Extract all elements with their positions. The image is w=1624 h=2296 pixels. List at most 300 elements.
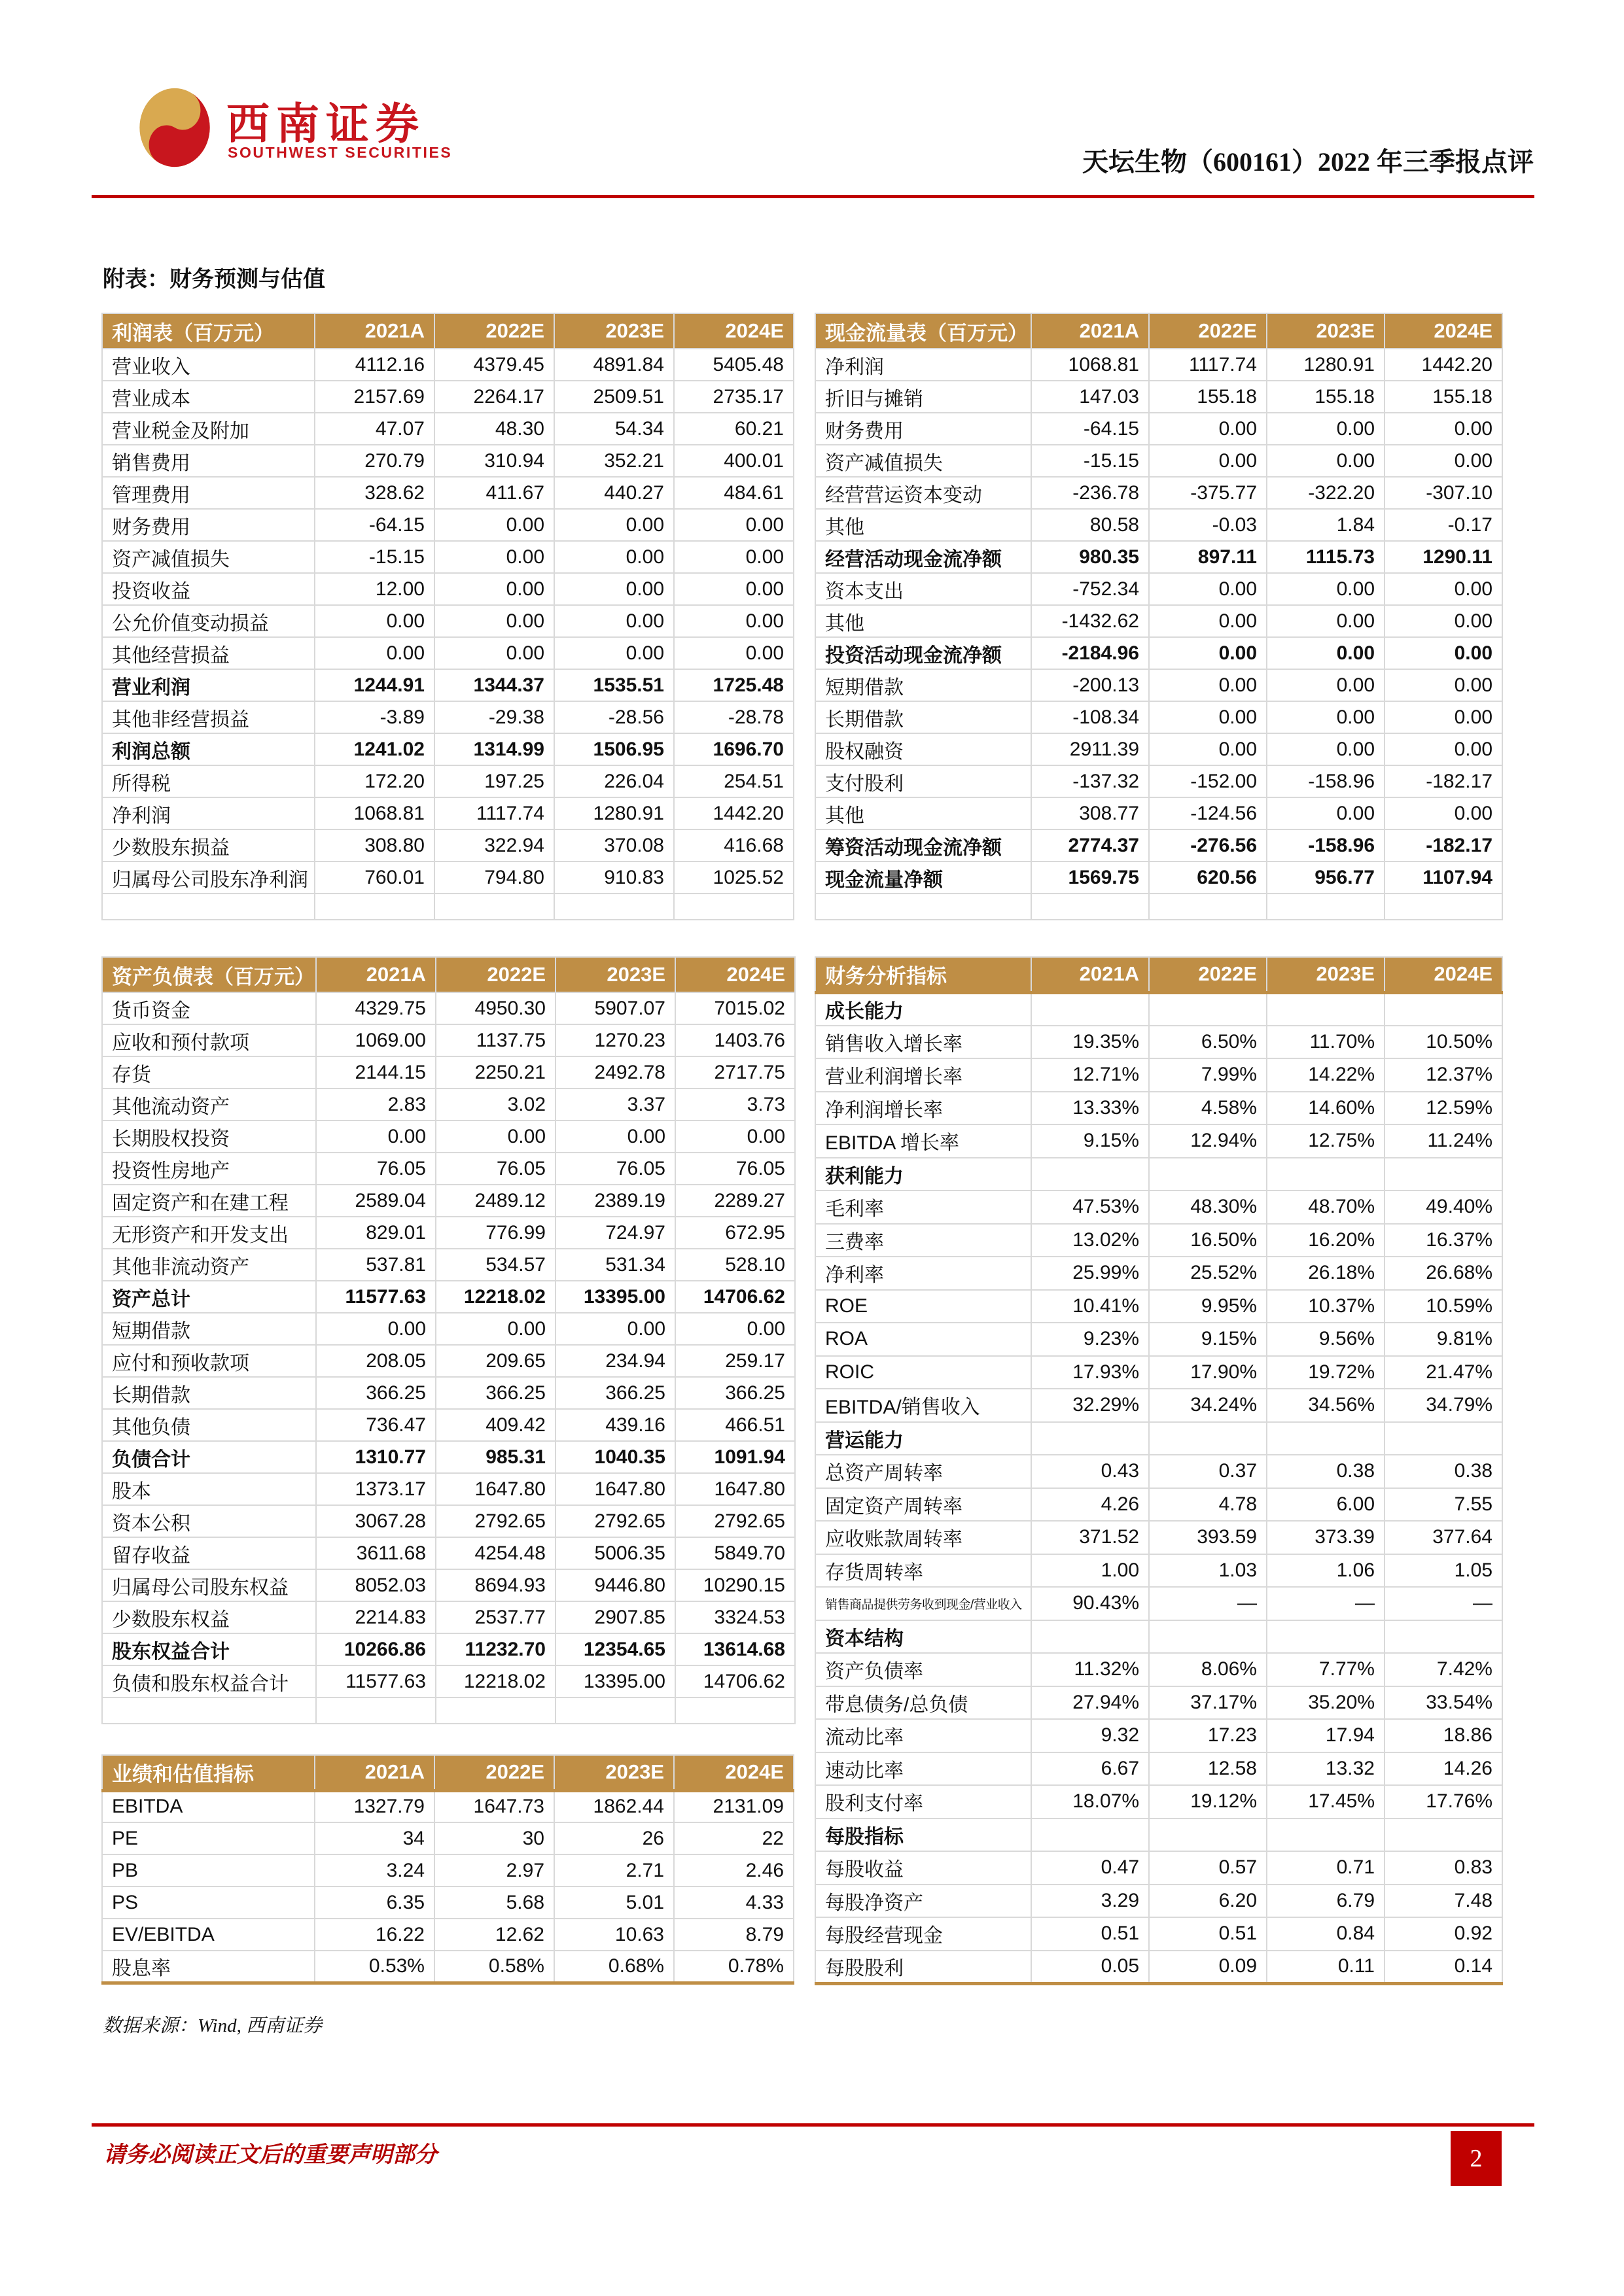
cell-value: -3.89 <box>315 701 434 733</box>
cell-value: 34.79% <box>1385 1389 1502 1422</box>
cell-value: 10.50% <box>1385 1026 1502 1059</box>
cell-value <box>1385 1620 1502 1654</box>
cell-value: 17.23 <box>1149 1719 1267 1752</box>
cell-value: -158.96 <box>1267 829 1385 861</box>
cell-value: 12218.02 <box>436 1281 556 1313</box>
table-row <box>815 509 1502 541</box>
cell-value: 9.81% <box>1385 1323 1502 1356</box>
cell-value <box>1267 894 1385 920</box>
cell-value <box>554 894 674 920</box>
cell-value: 17.90% <box>1149 1356 1267 1389</box>
cell-value: 17.76% <box>1385 1785 1502 1818</box>
table-row <box>815 573 1502 605</box>
row-label: 其他 <box>815 605 1031 637</box>
cell-value: 76.05 <box>556 1153 675 1185</box>
cell-value: 7.42% <box>1385 1653 1502 1686</box>
cell-value: 0.00 <box>1385 669 1502 701</box>
cell-value: 12.75% <box>1267 1124 1385 1158</box>
cell-value <box>1267 1818 1385 1852</box>
cell-value <box>1149 1818 1267 1852</box>
row-label: ROE <box>815 1290 1031 1323</box>
row-label: 其他 <box>815 509 1031 541</box>
row-label: 每股经营现金 <box>815 1917 1031 1951</box>
year-column-header: 2021A <box>315 313 434 349</box>
table-row <box>815 1290 1502 1323</box>
cell-value: 0.00 <box>554 509 674 541</box>
row-label: PS <box>102 1887 315 1919</box>
cell-value: 0.68% <box>554 1951 674 1983</box>
cell-value: 1.03 <box>1149 1554 1267 1588</box>
table-row <box>102 1790 794 1822</box>
cell-value: 8.79 <box>674 1919 794 1951</box>
row-label: 营业成本 <box>102 381 315 413</box>
table-row <box>815 1026 1502 1059</box>
cell-value: 9.95% <box>1149 1290 1267 1323</box>
cell-value: 0.00 <box>1267 413 1385 445</box>
row-label: 销售商品提供劳务收到现金/营业收入 <box>815 1587 1031 1620</box>
row-label: 净利润增长率 <box>815 1092 1031 1125</box>
footer-divider <box>92 2123 1534 2127</box>
cell-value <box>315 894 434 920</box>
cell-value: 172.20 <box>315 765 434 797</box>
row-label: 留存收益 <box>102 1537 316 1569</box>
row-label: 净利润 <box>815 349 1031 381</box>
row-label: 负债合计 <box>102 1441 316 1473</box>
cell-value: 35.20% <box>1267 1686 1385 1720</box>
row-label: 营业利润增长率 <box>815 1058 1031 1092</box>
row-label: 其他非经营损益 <box>102 701 315 733</box>
row-label: 净利率 <box>815 1257 1031 1290</box>
row-label: 长期借款 <box>102 1377 316 1409</box>
cell-value <box>434 894 554 920</box>
cell-value: 9.32 <box>1031 1719 1149 1752</box>
cell-value: 6.00 <box>1267 1488 1385 1522</box>
table-row <box>102 1185 795 1217</box>
table-title: 利润表（百万元） <box>102 313 315 349</box>
row-label: 归属母公司股东权益 <box>102 1569 316 1601</box>
table-row <box>102 637 794 669</box>
cell-value: 2.83 <box>316 1088 436 1121</box>
cell-value: 5.68 <box>434 1887 554 1919</box>
row-label: 固定资产周转率 <box>815 1488 1031 1522</box>
cell-value: 2792.65 <box>675 1505 795 1537</box>
cell-value: 11.32% <box>1031 1653 1149 1686</box>
table-row <box>815 1124 1502 1158</box>
cell-value: 0.09 <box>1149 1951 1267 1984</box>
section-title: 附表：财务预测与估值 <box>103 268 325 292</box>
cell-value: 0.00 <box>1385 797 1502 829</box>
cell-value: — <box>1149 1587 1267 1620</box>
cell-value: 2264.17 <box>434 381 554 413</box>
cell-value: 3.37 <box>556 1088 675 1121</box>
table-row <box>815 797 1502 829</box>
cell-value: 0.00 <box>1267 637 1385 669</box>
cell-value: -182.17 <box>1385 765 1502 797</box>
cell-value <box>1267 1422 1385 1455</box>
section-row <box>815 1620 1502 1654</box>
cell-value: -64.15 <box>1031 413 1149 445</box>
cell-value: 4379.45 <box>434 349 554 381</box>
table-row <box>102 1854 794 1887</box>
cell-value: 13395.00 <box>556 1281 675 1313</box>
year-column-header: 2024E <box>674 313 794 349</box>
year-column-header: 2023E <box>1267 313 1385 349</box>
cell-value: 1068.81 <box>1031 349 1149 381</box>
row-label: 长期股权投资 <box>102 1121 316 1153</box>
cell-value: 7.99% <box>1149 1058 1267 1092</box>
cell-value: 0.00 <box>434 573 554 605</box>
cell-value: 0.51 <box>1149 1917 1267 1951</box>
data-source-note: 数据来源：Wind, 西南证券 <box>103 2015 323 2036</box>
table-row <box>102 541 794 573</box>
row-label: 净利润 <box>102 797 315 829</box>
cell-value: 0.00 <box>1267 605 1385 637</box>
year-column-header: 2022E <box>436 957 556 992</box>
row-label: 其他流动资产 <box>102 1088 316 1121</box>
cell-value: 16.22 <box>315 1919 434 1951</box>
table-row <box>102 1919 794 1951</box>
cell-value: 352.21 <box>554 445 674 477</box>
cell-value: 8.06% <box>1149 1653 1267 1686</box>
cell-value <box>1385 1422 1502 1455</box>
section-row <box>815 1818 1502 1852</box>
cell-value: 234.94 <box>556 1345 675 1377</box>
table-row <box>815 733 1502 765</box>
row-label: 销售费用 <box>102 445 315 477</box>
cell-value: 0.11 <box>1267 1951 1385 1984</box>
cell-value: — <box>1267 1587 1385 1620</box>
row-label: 折旧与摊销 <box>815 381 1031 413</box>
table-row <box>102 1822 794 1854</box>
cell-value <box>1267 1620 1385 1654</box>
report-title: 天坛生物（600161）2022 年三季报点评 <box>1082 147 1534 177</box>
cell-value: 0.53% <box>315 1951 434 1983</box>
cell-value: 8694.93 <box>436 1569 556 1601</box>
cell-value: 34 <box>315 1822 434 1854</box>
cell-value: 0.00 <box>1385 733 1502 765</box>
row-label: 营业利润 <box>102 669 315 701</box>
row-label: 带息债务/总负债 <box>815 1686 1031 1720</box>
cell-value: 0.00 <box>1385 445 1502 477</box>
cell-value: 10.37% <box>1267 1290 1385 1323</box>
year-column-header: 2021A <box>1031 313 1149 349</box>
cell-value: 11.24% <box>1385 1124 1502 1158</box>
page-number-badge: 2 <box>1451 2131 1502 2186</box>
cell-value: 2289.27 <box>675 1185 795 1217</box>
cell-value <box>1149 1158 1267 1191</box>
cell-value: 980.35 <box>1031 541 1149 573</box>
table-row <box>102 1088 795 1121</box>
cell-value: -15.15 <box>1031 445 1149 477</box>
cell-value <box>1385 894 1502 920</box>
cell-value: 0.00 <box>1385 637 1502 669</box>
cell-value: -0.03 <box>1149 509 1267 541</box>
cell-value: 4950.30 <box>436 992 556 1024</box>
table-header-row <box>815 957 1502 992</box>
cell-value: 0.00 <box>1267 797 1385 829</box>
cell-value: 310.94 <box>434 445 554 477</box>
cell-value: 10.63 <box>554 1919 674 1951</box>
cell-value: 10.59% <box>1385 1290 1502 1323</box>
cell-value: -752.34 <box>1031 573 1149 605</box>
section-row <box>815 1158 1502 1191</box>
cell-value: — <box>1385 1587 1502 1620</box>
cell-value: 10290.15 <box>675 1569 795 1601</box>
table-row <box>815 1191 1502 1224</box>
cell-value: 197.25 <box>434 765 554 797</box>
cell-value: 32.29% <box>1031 1389 1149 1422</box>
cell-value: 1025.52 <box>674 861 794 894</box>
table-row <box>815 1752 1502 1786</box>
cell-value: 0.00 <box>434 541 554 573</box>
cell-value: 0.00 <box>1149 733 1267 765</box>
row-label: 经营营运资本变动 <box>815 477 1031 509</box>
cell-value: 829.01 <box>316 1217 436 1249</box>
cell-value: 393.59 <box>1149 1521 1267 1554</box>
cell-value: 48.70% <box>1267 1191 1385 1224</box>
cell-value: 1280.91 <box>554 797 674 829</box>
cell-value: 0.00 <box>556 1313 675 1345</box>
financial-indicators-table <box>815 956 1503 1985</box>
cell-value: 209.65 <box>436 1345 556 1377</box>
table-row <box>102 1473 795 1505</box>
cell-value: 1647.80 <box>556 1473 675 1505</box>
cell-value <box>1267 992 1385 1026</box>
cell-value: 0.00 <box>1267 573 1385 605</box>
cell-value: 537.81 <box>316 1249 436 1281</box>
table-row <box>815 701 1502 733</box>
cell-value: 1.06 <box>1267 1554 1385 1588</box>
cell-value: -182.17 <box>1385 829 1502 861</box>
table-title: 资产负债表（百万元） <box>102 957 316 992</box>
table-row <box>815 1587 1502 1620</box>
row-label: 财务费用 <box>102 509 315 541</box>
cell-value: 0.14 <box>1385 1951 1502 1984</box>
cell-value: 0.00 <box>434 509 554 541</box>
cell-value: 6.35 <box>315 1887 434 1919</box>
table-row <box>815 1323 1502 1356</box>
row-label: 资产减值损失 <box>815 445 1031 477</box>
row-label: 负债和股东权益合计 <box>102 1665 316 1697</box>
cell-value: 0.00 <box>1267 701 1385 733</box>
row-label: 营运能力 <box>815 1422 1031 1455</box>
cell-value: -200.13 <box>1031 669 1149 701</box>
cell-value: 0.37 <box>1149 1455 1267 1488</box>
cell-value: 1117.74 <box>434 797 554 829</box>
row-label: 存货 <box>102 1056 316 1088</box>
brand-name-en: SOUTHWEST SECURITIES <box>228 144 453 161</box>
valuation-metrics-table <box>101 1754 794 1985</box>
row-label: 销售收入增长率 <box>815 1026 1031 1059</box>
cell-value: 4254.48 <box>436 1537 556 1569</box>
table-row <box>102 381 794 413</box>
cell-value: 3067.28 <box>316 1505 436 1537</box>
row-label: 少数股东权益 <box>102 1601 316 1633</box>
table-row <box>102 733 794 765</box>
cell-value: 254.51 <box>674 765 794 797</box>
cell-value: 1241.02 <box>315 733 434 765</box>
cell-value: 47.53% <box>1031 1191 1149 1224</box>
table-row <box>815 1785 1502 1818</box>
row-label: 利润总额 <box>102 733 315 765</box>
cell-value: 1569.75 <box>1031 861 1149 894</box>
cell-value: 0.00 <box>674 509 794 541</box>
cell-value: 0.83 <box>1385 1851 1502 1885</box>
table-row <box>102 1313 795 1345</box>
cell-value: 1647.80 <box>436 1473 556 1505</box>
row-label: 营业收入 <box>102 349 315 381</box>
cell-value: 19.72% <box>1267 1356 1385 1389</box>
cell-value <box>1149 992 1267 1026</box>
cell-value: 2.46 <box>674 1854 794 1887</box>
cell-value: 14706.62 <box>675 1665 795 1697</box>
cell-value: 1.84 <box>1267 509 1385 541</box>
cell-value: 2735.17 <box>674 381 794 413</box>
cell-value: 27.94% <box>1031 1686 1149 1720</box>
row-label: 其他非流动资产 <box>102 1249 316 1281</box>
cell-value: 9.15% <box>1031 1124 1149 1158</box>
cell-value: 1403.76 <box>675 1024 795 1056</box>
cell-value: 1040.35 <box>556 1441 675 1473</box>
cell-value: 12.71% <box>1031 1058 1149 1092</box>
row-label: EV/EBITDA <box>102 1919 315 1951</box>
table-row <box>815 1257 1502 1290</box>
cell-value: 910.83 <box>554 861 674 894</box>
table-row <box>102 477 794 509</box>
table-row <box>102 349 794 381</box>
cell-value: 2589.04 <box>316 1185 436 1217</box>
row-label: 三费率 <box>815 1224 1031 1257</box>
cell-value: 33.54% <box>1385 1686 1502 1720</box>
cell-value: 12.37% <box>1385 1058 1502 1092</box>
cell-value: 270.79 <box>315 445 434 477</box>
cell-value: 1725.48 <box>674 669 794 701</box>
cell-value: 0.05 <box>1031 1951 1149 1984</box>
cell-value: 760.01 <box>315 861 434 894</box>
cell-value <box>1149 1620 1267 1654</box>
cell-value: 366.25 <box>556 1377 675 1409</box>
cell-value: 1696.70 <box>674 733 794 765</box>
spacer-row <box>815 894 1502 920</box>
cell-value: 0.00 <box>315 637 434 669</box>
cell-value: 377.64 <box>1385 1521 1502 1554</box>
table-row <box>815 765 1502 797</box>
cell-value: 208.05 <box>316 1345 436 1377</box>
row-label: 筹资活动现金流净额 <box>815 829 1031 861</box>
cell-value: 14706.62 <box>675 1281 795 1313</box>
cell-value: 1270.23 <box>556 1024 675 1056</box>
row-label: 其他经营损益 <box>102 637 315 669</box>
cell-value: 60.21 <box>674 413 794 445</box>
cell-value: 0.00 <box>1267 445 1385 477</box>
cell-value: 2774.37 <box>1031 829 1149 861</box>
cell-value: -307.10 <box>1385 477 1502 509</box>
cell-value: 21.47% <box>1385 1356 1502 1389</box>
cell-value: 19.35% <box>1031 1026 1149 1059</box>
cell-value <box>1385 1818 1502 1852</box>
cell-value <box>1149 894 1267 920</box>
cell-value: 9.15% <box>1149 1323 1267 1356</box>
row-label: 无形资产和开发支出 <box>102 1217 316 1249</box>
cell-value: 12.58 <box>1149 1752 1267 1786</box>
table-row <box>102 1601 795 1633</box>
row-label: 应付和预收款项 <box>102 1345 316 1377</box>
table-row <box>815 413 1502 445</box>
cell-value: 11577.63 <box>316 1665 436 1697</box>
cell-value: 1862.44 <box>554 1790 674 1822</box>
cell-value: 26.68% <box>1385 1257 1502 1290</box>
table-row <box>815 637 1502 669</box>
row-label: ROA <box>815 1323 1031 1356</box>
cell-value: 2492.78 <box>556 1056 675 1088</box>
table-header-row <box>102 957 795 992</box>
table-row <box>815 1851 1502 1885</box>
cell-value: 7.48 <box>1385 1885 1502 1918</box>
cell-value: 259.17 <box>675 1345 795 1377</box>
row-label: 流动比率 <box>815 1719 1031 1752</box>
cell-value: 0.00 <box>1385 701 1502 733</box>
cell-value: 18.86 <box>1385 1719 1502 1752</box>
table-row <box>815 1917 1502 1951</box>
cell-value: 13.33% <box>1031 1092 1149 1125</box>
cell-value: 897.11 <box>1149 541 1267 573</box>
cell-value: 0.58% <box>434 1951 554 1983</box>
cell-value: 0.00 <box>316 1121 436 1153</box>
cash-flow-table <box>815 313 1503 920</box>
cell-value: 2911.39 <box>1031 733 1149 765</box>
cell-value: 1327.79 <box>315 1790 434 1822</box>
row-label: 短期借款 <box>815 669 1031 701</box>
cell-value: 1117.74 <box>1149 349 1267 381</box>
cell-value: 0.00 <box>1149 413 1267 445</box>
cell-value <box>556 1697 675 1724</box>
row-label: 股利支付率 <box>815 1785 1031 1818</box>
table-row <box>815 1488 1502 1522</box>
spacer-row <box>102 894 794 920</box>
table-row <box>815 1455 1502 1488</box>
cell-value: 2537.77 <box>436 1601 556 1633</box>
year-column-header: 2021A <box>316 957 436 992</box>
row-label: 固定资产和在建工程 <box>102 1185 316 1217</box>
table-row <box>815 861 1502 894</box>
cell-value: 466.51 <box>675 1409 795 1441</box>
row-label <box>102 1697 316 1724</box>
cell-value: 10266.86 <box>316 1633 436 1665</box>
row-label: 投资收益 <box>102 573 315 605</box>
cell-value: 12.00 <box>315 573 434 605</box>
cell-value: 26.18% <box>1267 1257 1385 1290</box>
cell-value: 0.38 <box>1385 1455 1502 1488</box>
cell-value: 76.05 <box>675 1153 795 1185</box>
table-row <box>102 701 794 733</box>
cell-value: 2792.65 <box>556 1505 675 1537</box>
cell-value: 0.00 <box>434 637 554 669</box>
cell-value: 6.20 <box>1149 1885 1267 1918</box>
cell-value: 4112.16 <box>315 349 434 381</box>
cell-value: 0.71 <box>1267 1851 1385 1885</box>
cell-value: 12218.02 <box>436 1665 556 1697</box>
table-row <box>102 1153 795 1185</box>
cell-value: 7.55 <box>1385 1488 1502 1522</box>
table-row <box>815 445 1502 477</box>
table-row <box>815 1951 1502 1984</box>
table-row <box>815 1554 1502 1588</box>
cell-value: 2389.19 <box>556 1185 675 1217</box>
cell-value: 9.23% <box>1031 1323 1149 1356</box>
table-row <box>102 1024 795 1056</box>
cell-value: 4.33 <box>674 1887 794 1919</box>
cell-value: 1310.77 <box>316 1441 436 1473</box>
